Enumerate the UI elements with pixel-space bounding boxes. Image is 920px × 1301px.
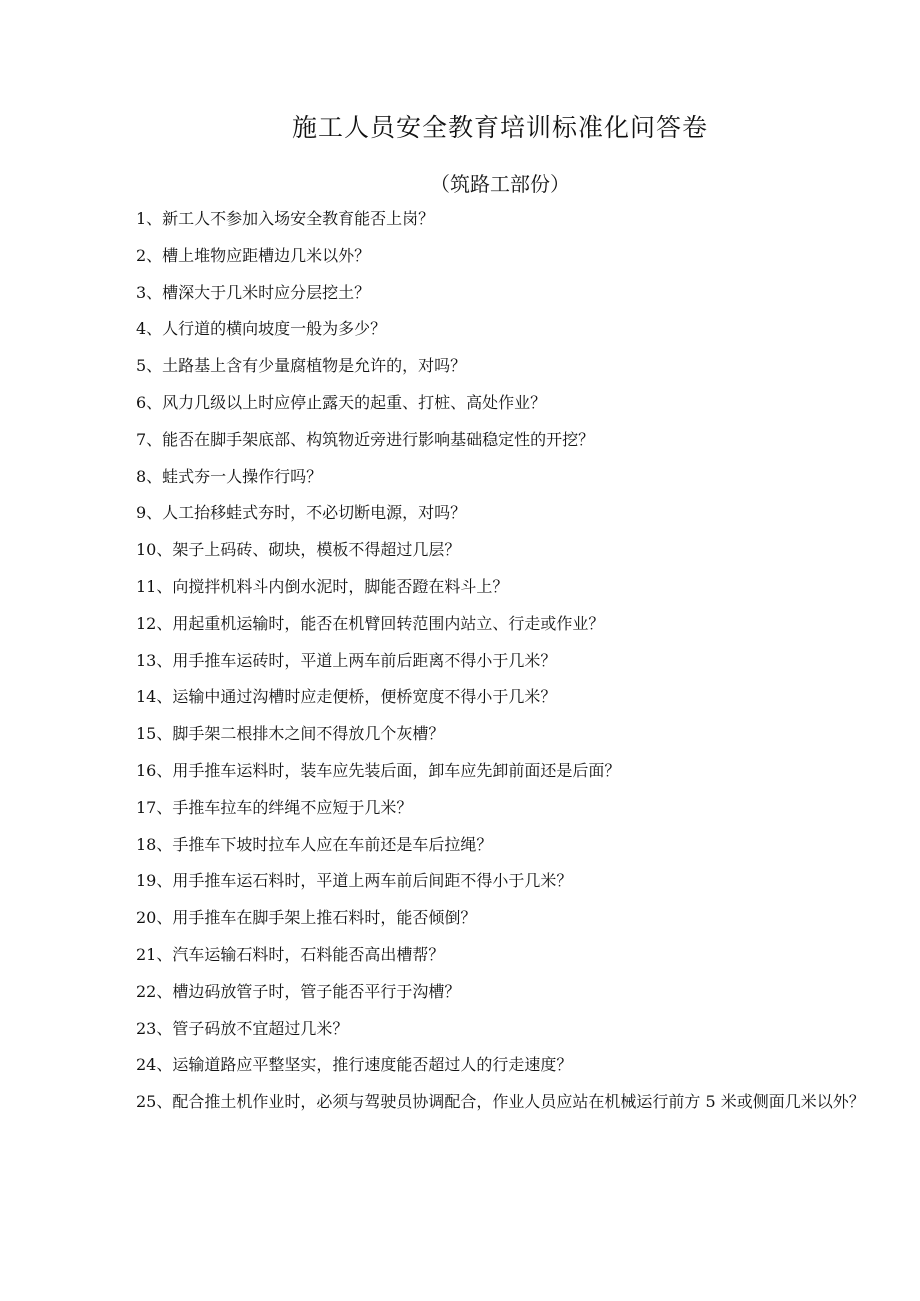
question-item: 12、用起重机运输时，能否在机臂回转范围内站立、行走或作业？: [136, 613, 605, 633]
question-item: 3、槽深大于几米时应分层挖土？: [136, 282, 371, 302]
question-item: 25、配合推土机作业时，必须与驾驶员协调配合，作业人员应站在机械运行前方 5 米或侧面几米以外？: [136, 1092, 865, 1112]
page-subtitle: （筑路工部份）: [430, 172, 570, 196]
question-item: 22、槽边码放管子时，管子能否平行于沟槽？: [136, 981, 461, 1001]
question-item: 19、用手推车运石料时，平道上两车前后间距不得小于几米？: [136, 871, 573, 891]
question-item: 14、运输中通过沟槽时应走便桥，便桥宽度不得小于几米？: [136, 687, 557, 707]
question-item: 4、人行道的横向坡度一般为多少？: [136, 319, 387, 339]
question-item: 10、架子上码砖、砌块，模板不得超过几层？: [136, 540, 461, 560]
question-item: 11、向搅拌机料斗内倒水泥时，脚能否蹬在料斗上？: [136, 576, 509, 596]
question-item: 13、用手推车运砖时，平道上两车前后距离不得小于几米？: [136, 650, 557, 670]
question-list: [136, 201, 866, 1121]
question-item: 16、用手推车运料时，装车应先装后面，卸车应先卸前面还是后面？: [136, 760, 621, 780]
question-item: 2、槽上堆物应距槽边几米以外？: [136, 245, 371, 265]
question-item: 20、用手推车在脚手架上推石料时，能否倾倒？: [136, 908, 477, 928]
question-item: 23、管子码放不宜超过几米？: [136, 1018, 349, 1038]
question-item: 6、风力几级以上时应停止露天的起重、打桩、高处作业？: [136, 392, 547, 412]
question-item: 5、土路基上含有少量腐植物是允许的，对吗？: [136, 356, 467, 376]
page-title: 施工人员安全教育培训标准化问答卷: [291, 113, 708, 142]
question-item: 21、汽车运输石料时，石料能否高出槽帮？: [136, 944, 445, 964]
question-item: 17、手推车拉车的绊绳不应短于几米？: [136, 797, 413, 817]
question-item: 8、蛙式夯一人操作行吗？: [136, 466, 323, 486]
question-item: 24、运输道路应平整坚实，推行速度能否超过人的行走速度？: [136, 1055, 573, 1075]
question-item: 7、能否在脚手架底部、构筑物近旁进行影响基础稳定性的开挖？: [136, 429, 595, 449]
question-item: 1、新工人不参加入场安全教育能否上岗？: [136, 209, 435, 228]
question-item: 9、人工抬移蛙式夯时，不必切断电源，对吗？: [136, 503, 467, 523]
question-item: 15、脚手架二根排木之间不得放几个灰槽？: [136, 724, 445, 744]
question-item: 18、手推车下坡时拉车人应在车前还是车后拉绳？: [136, 834, 493, 854]
